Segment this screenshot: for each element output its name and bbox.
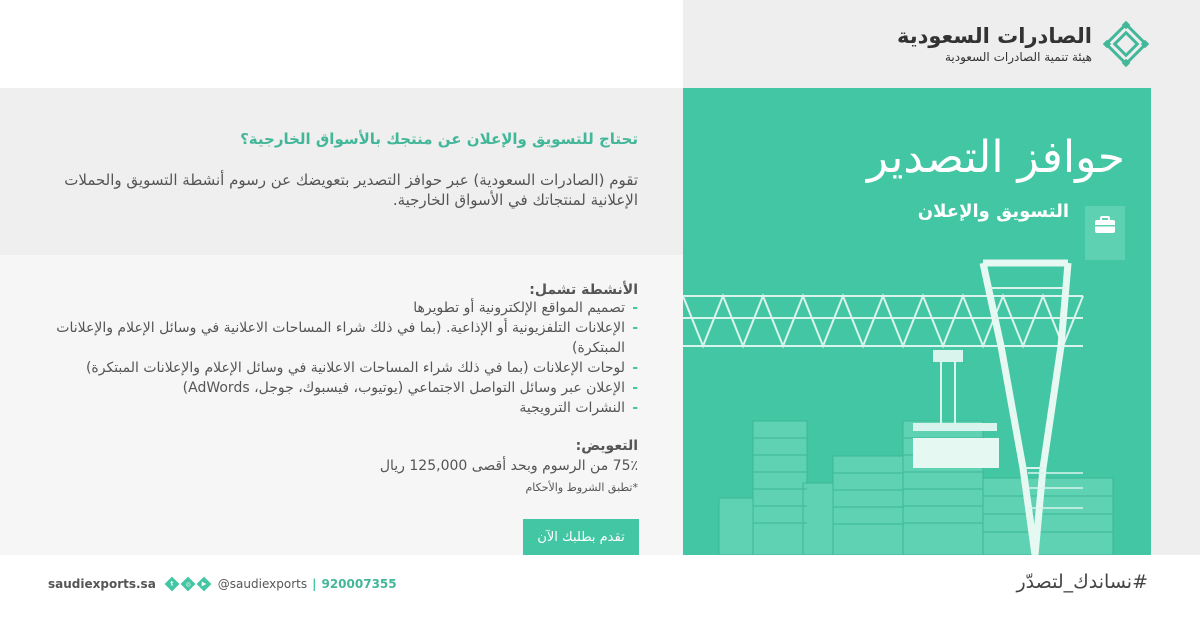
list-item: - تصميم المواقع الإلكترونية أو تطويرها (413, 300, 638, 316)
compensation-title: التعويض: (575, 438, 638, 454)
intro-body: تقوم (الصادرات السعودية) عبر حوافز التصدير بتعويضك عن رسوم أنشطة التسويق والحملات الإعلانية لمنتجاتك في الأسواق الخارجية. (64, 171, 638, 209)
list-item: - الإعلانات التلفزيونية أو الإذاعية. (بما في ذلك شراء المساحات الاعلانية في وسائل الإعلام والإعلانات المبتكرة) (56, 320, 638, 356)
right-margin (1151, 88, 1200, 555)
saudi-exports-logo-icon (1102, 20, 1150, 68)
youtube-icon[interactable]: ▶ (196, 577, 211, 592)
footer-separator: | (312, 577, 317, 591)
twitter-icon[interactable]: t (164, 577, 179, 592)
footer (0, 555, 1200, 625)
list-item: - لوحات الإعلانات (بما في ذلك شراء المساحات الاعلانية في وسائل الإعلام والإعلانات المبتكرة) (85, 360, 638, 376)
activities-list (8, 298, 638, 418)
hero-title: حوافز التصدير (866, 132, 1125, 183)
list-item: - النشرات الترويجية (519, 400, 638, 416)
activities-title: الأنشطة تشمل: (529, 282, 638, 298)
hero-panel (683, 88, 1151, 555)
contact-bar (48, 577, 397, 591)
list-item: - الإعلان عبر وسائل التواصل الاجتماعي (يوتيوب، فيسبوك، جوجل، AdWords) (182, 380, 638, 396)
apply-now-button[interactable]: تقدم بطلبك الآن (523, 519, 639, 555)
brand-logo[interactable] (897, 20, 1150, 68)
top-band (0, 0, 683, 88)
compensation-value: 75٪ من الرسوم وبحد أقصى 125,000 ريال (379, 458, 638, 474)
briefcase-icon (1094, 216, 1116, 234)
briefcase-badge (1085, 206, 1125, 260)
social-handle[interactable]: @saudiexports (217, 577, 308, 591)
brand-subtitle: هيئة تنمية الصادرات السعودية (944, 50, 1092, 64)
terms-note: *تطبق الشروط والأحكام (525, 481, 638, 494)
brand-header (683, 0, 1200, 88)
social-icons (164, 577, 212, 591)
phone-number[interactable]: 920007355 (321, 577, 397, 591)
instagram-icon[interactable]: ◎ (180, 577, 195, 592)
website-link[interactable]: saudiexports.sa (48, 577, 156, 591)
brand-name: الصادرات السعودية (896, 24, 1092, 48)
hero-subtitle: التسويق والإعلان (917, 201, 1069, 222)
intro-question: تحتاج للتسويق والإعلان عن منتجك بالأسواق الخارجية؟ (240, 130, 638, 148)
campaign-hashtag: #نساندك_لتصدّر (1016, 571, 1148, 593)
